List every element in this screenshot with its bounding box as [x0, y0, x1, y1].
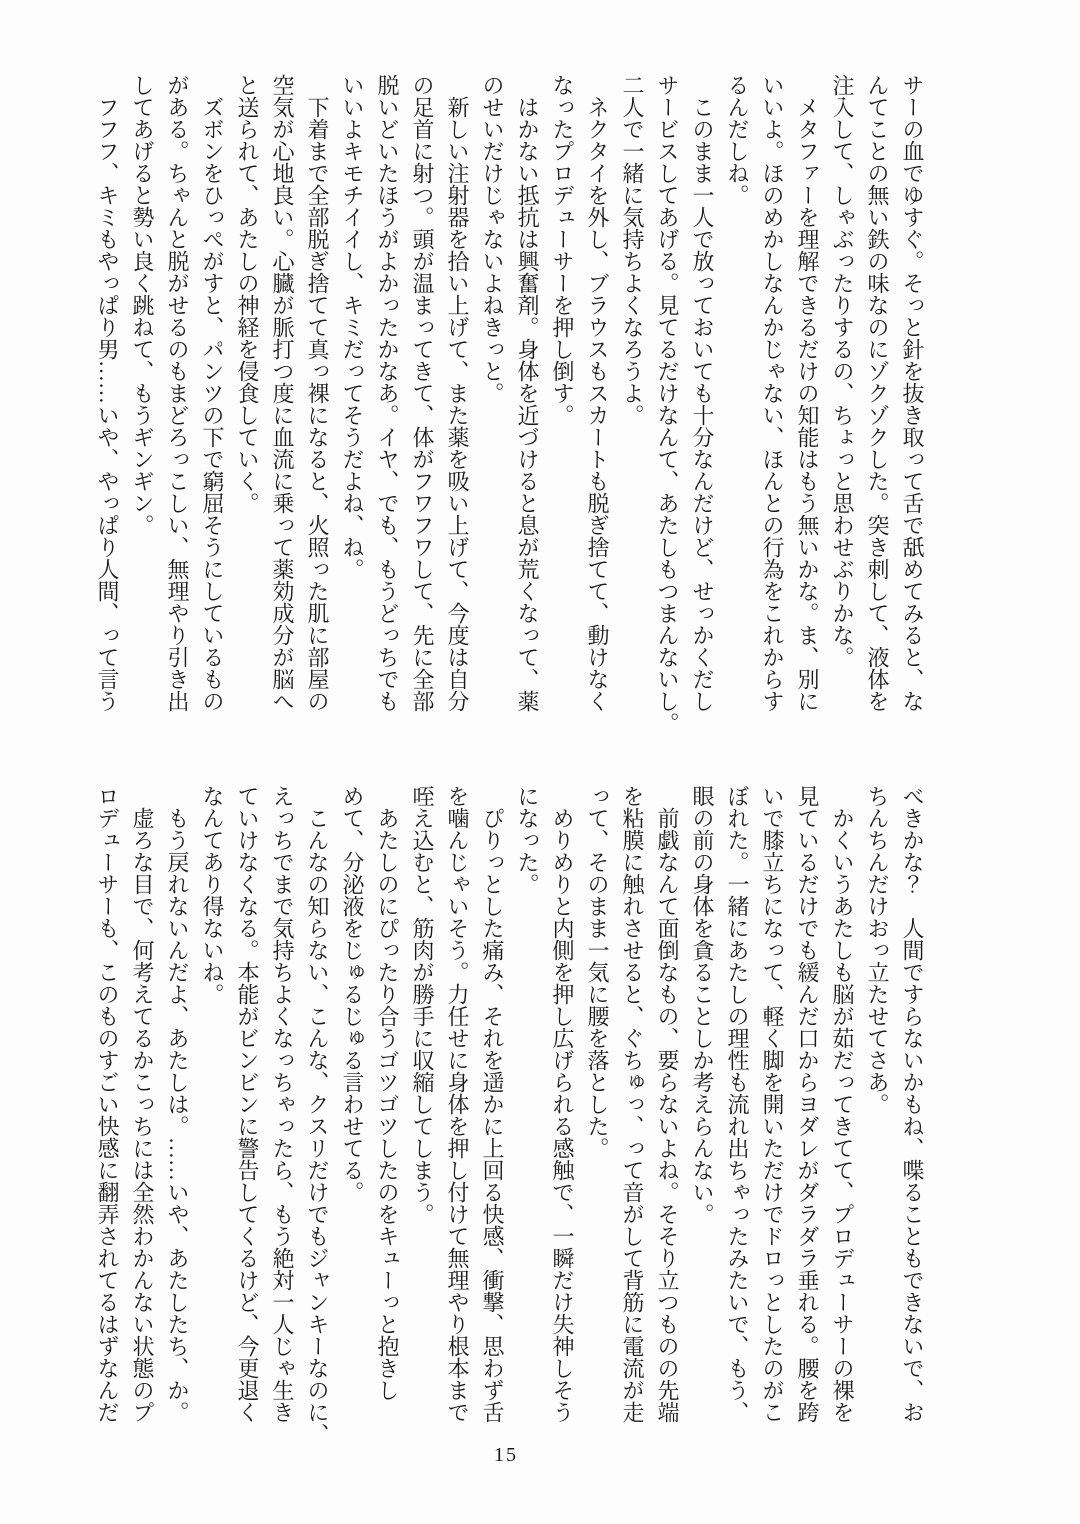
text-column: がある。ちゃんと脱がせるのもまどろっこしい、無理やり引き出 — [165, 74, 190, 712]
text-column: ネクタイを外し、ブラウスもスカートも脱ぎ捨てて、動けなく — [585, 74, 610, 712]
text-column: 前戯なんて面倒なもの、要らないよね。そそり立つものの先端 — [655, 785, 680, 1423]
text-block-bottom — [90, 785, 930, 1451]
text-column: 咥え込むと、筋肉が勝手に収縮してしまう。 — [410, 785, 435, 1225]
text-column: フフフ、キミもやっぱり男……いや、やっぱり人間、って言う — [95, 74, 120, 712]
text-column: ぴりっとした痛み、それを遥かに上回る快感、衝撃、思わず舌 — [480, 785, 505, 1423]
text-column: ぼれた。一緒にあたしの理性も流れ出ちゃったみたいで、もう、 — [725, 785, 750, 1423]
text-column: ていけなくなる。本能がビンビンに警告してくるけど、今更退く — [235, 785, 260, 1423]
text-column: 空気が心地良い。心臓が脈打つ度に血流に乗って薬効成分が脳へ — [270, 74, 295, 712]
text-column: してあげると勢い良く跳ねて、もうギンギン。 — [130, 74, 155, 536]
text-column: 注入して、しゃぶったりするの、ちょっと思わせぶりかな。 — [830, 74, 855, 668]
text-column: るんだしね。 — [725, 74, 750, 206]
text-column: と送られて、あたしの神経を侵食していく。 — [235, 74, 260, 514]
text-column: メタファーを理解できるだけの知能はもう無いかな。ま、別に — [795, 74, 820, 712]
text-column: 新しい注射器を拾い上げて、また薬を吸い上げて、今度は自分 — [445, 74, 470, 712]
text-column: なんてあり得ないね。 — [200, 785, 225, 1005]
text-column: かくいうあたしも脳が茹だってきてて、プロデューサーの裸を — [830, 785, 855, 1423]
text-column: 見ているだけでも緩んだ口からヨダレがダラダラ垂れる。腰を跨 — [795, 785, 820, 1423]
text-column: になった。 — [515, 785, 540, 895]
text-column: このまま一人で放っておいても十分なんだけど、せっかくだし — [690, 74, 715, 712]
text-column: って、そのまま一気に腰を落とした。 — [585, 785, 610, 1159]
text-column: あたしのにぴったり合うゴツゴツしたのをキューっと抱きし — [375, 785, 400, 1401]
text-column: 二人で一緒に気持ちよくなろうよ。 — [620, 74, 645, 426]
text-column: を噛んじゃいそう。力任せに身体を押し付けて無理やり根本まで — [445, 785, 470, 1423]
text-column: もう戻れないんだよ、あたしは。……いや、あたしたち、か。 — [165, 785, 190, 1423]
text-column: の足首に射つ。頭が温まってきて、体がフワフワして、先に全部 — [410, 74, 435, 712]
text-column: 脱いどいたほうがよかったかなあ。イヤ、でも、もうどっちでも — [375, 74, 400, 712]
text-block-top — [90, 74, 930, 740]
text-column: 下着まで全部脱ぎ捨てて真っ裸になると、火照った肌に部屋の — [305, 74, 330, 712]
text-column: いで膝立ちになって、軽く脚を開いただけでドロっとしたのがこ — [760, 785, 785, 1423]
text-column: えっちでまで気持ちよくなっちゃったら、もう絶対一人じゃ生き — [270, 785, 295, 1423]
text-column: はかない抵抗は興奮剤。身体を近づけると息が荒くなって、薬 — [515, 74, 540, 712]
text-column: いいよキモチイイし、キミだってそうだよね、ね。 — [340, 74, 365, 580]
text-column: こんなの知らない、こんな、クスリだけでもジャンキーなのに、 — [305, 785, 330, 1445]
text-column: のせいだけじゃないよねきっと。 — [480, 74, 505, 404]
text-column: いいよ。ほのめかしなんかじゃない、ほんとの行為をこれからす — [760, 74, 785, 712]
text-column: サーの血でゆすぐ。そっと針を抜き取って舌で舐めてみると、な — [900, 74, 925, 712]
text-column: 虚ろな目で、何考えてるかこっちには全然わかんない状態のプ — [130, 785, 155, 1423]
text-column: んてことの無い鉄の味なのにゾクゾクした。突き刺して、液体を — [865, 74, 890, 712]
text-column: 眼の前の身体を貪ることしか考えらんない。 — [690, 785, 715, 1225]
text-column: めりめりと内側を押し広げられる感触で、一瞬だけ失神しそう — [550, 785, 575, 1423]
page-number: 15 — [494, 1444, 518, 1466]
text-column: なったプロデューサーを押し倒す。 — [550, 74, 575, 426]
text-column: ロデューサーも、このものすごい快感に翻弄されてるはずなんだ — [95, 785, 120, 1423]
text-column: べきかな？ 人間ですらないかもね、喋ることもできないで、お — [900, 785, 925, 1423]
text-column: を粘膜に触れさせると、ぐちゅっ、って音がして背筋に電流が走 — [620, 785, 645, 1423]
text-column: めて、分泌液をじゅるじゅる言わせてる。 — [340, 785, 365, 1203]
text-column: ちんちんだけおっ立たせてさあ。 — [865, 785, 890, 1115]
text-column: サービスしてあげる。見てるだけなんて、あたしもつまんないし。 — [655, 74, 680, 734]
text-column: ズボンをひっぺがすと、パンツの下で窮屈そうにしているもの — [200, 74, 225, 712]
